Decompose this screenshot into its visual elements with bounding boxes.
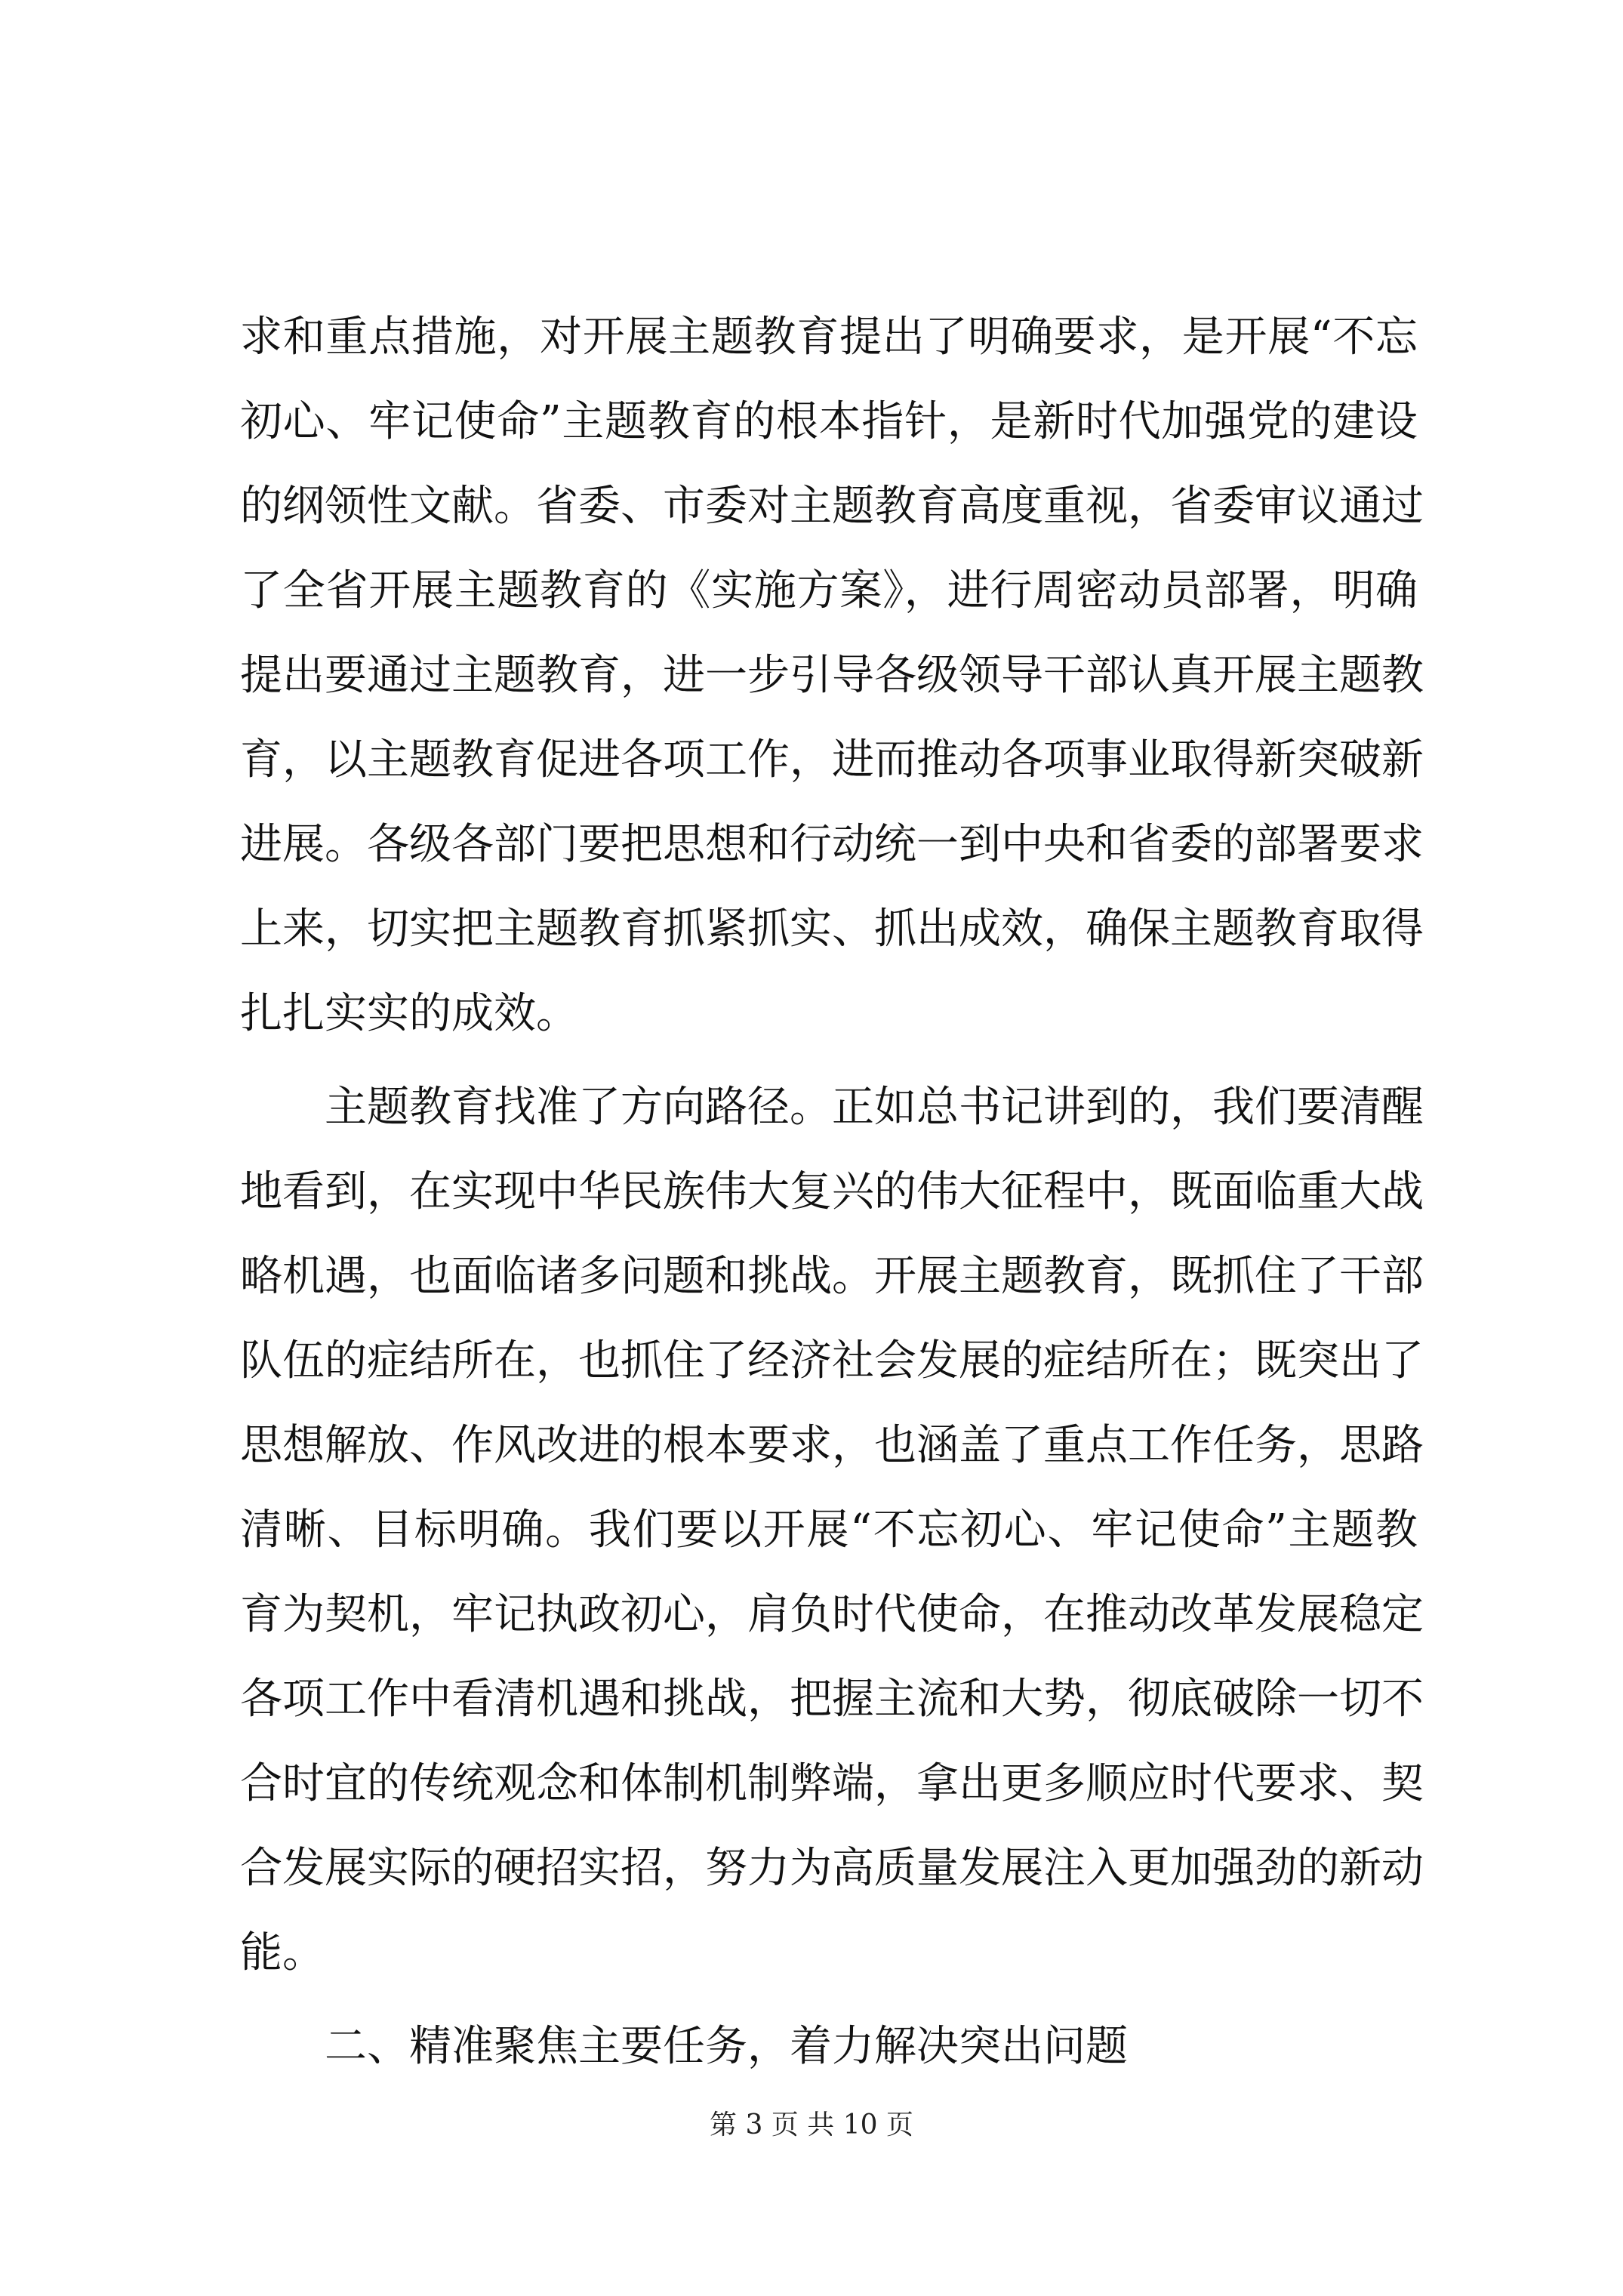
paragraph-2-line-1: 主题教育找准了方向路径。正如总书记讲到的，我们要清醒 [325, 1083, 1424, 1132]
paragraph-2-line-9: 合时宜的传统观念和体制机制弊端，拿出更多顺应时代要求、契 [240, 1759, 1424, 1808]
paragraph-2-line-3: 略机遇，也面临诸多问题和挑战。开展主题教育，既抓住了干部 [240, 1252, 1424, 1301]
paragraph-1-line-5: 提出要通过主题教育，进一步引导各级领导干部认真开展主题教 [240, 651, 1424, 700]
paragraph-2-line-5: 思想解放、作风改进的根本要求，也涵盖了重点工作任务，思路 [240, 1421, 1424, 1470]
paragraph-1-line-8: 上来，切实把主题教育抓紧抓实、抓出成效，确保主题教育取得 [240, 905, 1424, 954]
paragraph-1-line-6: 育，以主题教育促进各项工作，进而推动各项事业取得新突破新 [240, 735, 1424, 784]
paragraph-2-line-2: 地看到，在实现中华民族伟大复兴的伟大征程中，既面临重大战 [240, 1167, 1424, 1216]
paragraph-1-line-9: 扎扎实实的成效。 [240, 989, 578, 1038]
paragraph-1-line-7: 进展。各级各部门要把思想和行动统一到中央和省委的部署要求 [240, 820, 1424, 869]
paragraph-2-line-6: 清晰、目标明确。我们要以开展“不忘初心、牢记使命”主题教 [240, 1505, 1418, 1555]
paragraph-2-line-11: 能。 [240, 1928, 325, 1977]
paragraph-1-line-4: 了全省开展主题教育的《实施方案》，进行周密动员部署，明确 [240, 566, 1418, 615]
page-number-footer: 第 3 页 共 10 页 [710, 2110, 913, 2140]
paragraph-2-line-10: 合发展实际的硬招实招，努力为高质量发展注入更加强劲的新动 [240, 1844, 1424, 1893]
paragraph-1-line-2: 初心、牢记使命”主题教育的根本指针，是新时代加强党的建设 [240, 397, 1418, 446]
paragraph-2-line-8: 各项工作中看清机遇和挑战，把握主流和大势，彻底破除一切不 [240, 1675, 1424, 1724]
paragraph-1-line-1: 求和重点措施，对开展主题教育提出了明确要求，是开展“不忘 [240, 313, 1418, 362]
paragraph-2-line-7: 育为契机，牢记执政初心，肩负时代使命，在推动改革发展稳定 [240, 1590, 1424, 1639]
paragraph-1-line-3: 的纲领性文献。省委、市委对主题教育高度重视，省委审议通过 [240, 482, 1424, 531]
paragraph-2-line-4: 队伍的症结所在，也抓住了经济社会发展的症结所在；既突出了 [240, 1336, 1424, 1385]
section-heading: 二、精准聚焦主要任务，着力解决突出问题 [325, 2022, 1128, 2071]
